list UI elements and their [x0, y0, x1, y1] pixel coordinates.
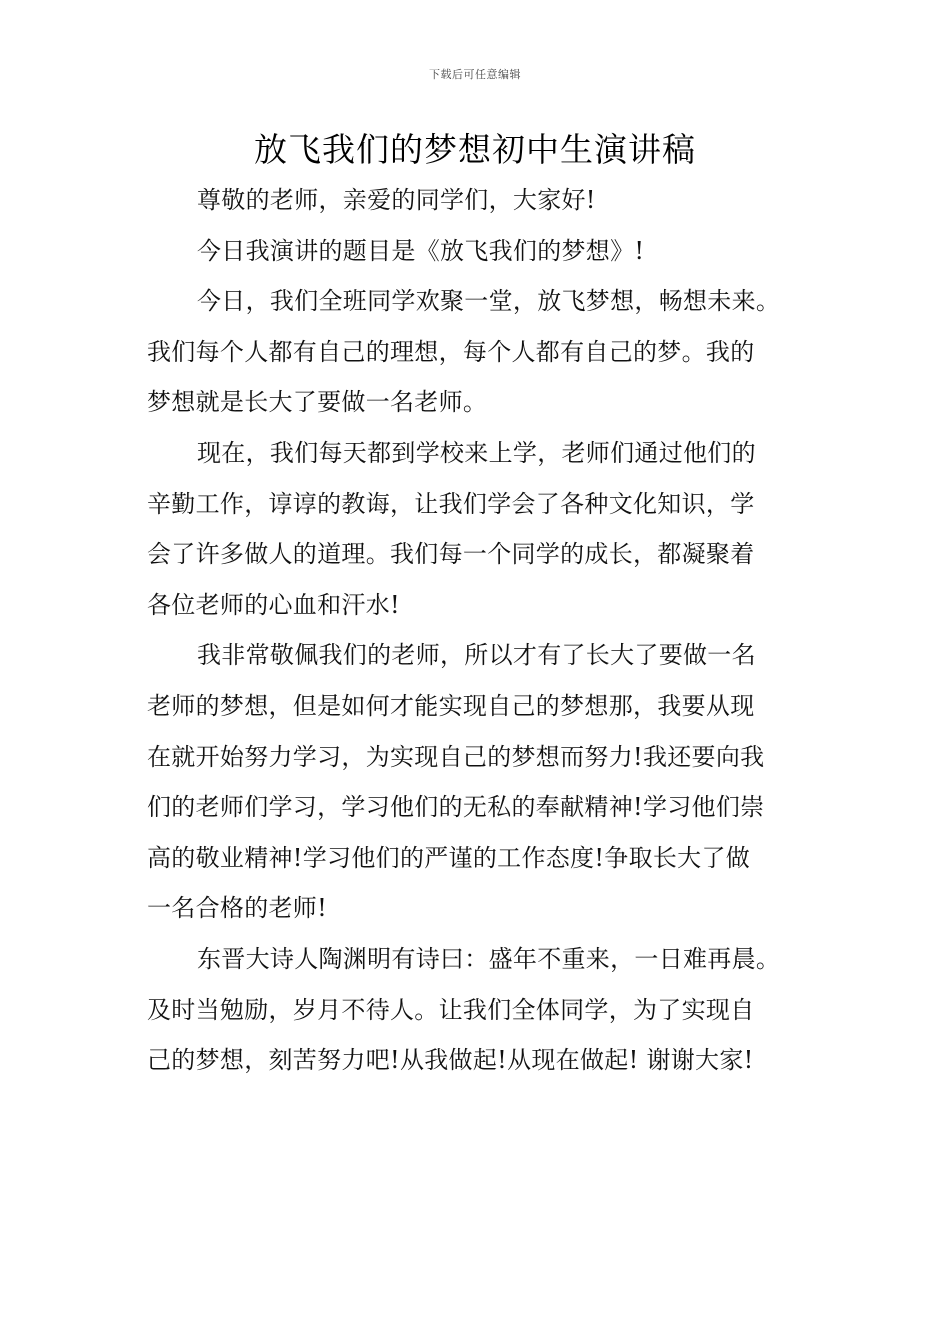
document-title: 放飞我们的梦想初中生演讲稿	[254, 130, 696, 169]
text-line: 今日我演讲的题目是《放飞我们的梦想》!	[197, 236, 645, 265]
text-line: 在就开始努力学习，为实现自己的梦想而努力!我还要向我	[147, 742, 765, 771]
text-line: 己的梦想，刻苦努力吧!从我做起!从现在做起! 谢谢大家!	[147, 1046, 754, 1075]
text-line: 老师的梦想，但是如何才能实现自己的梦想那，我要从现	[147, 691, 755, 720]
text-line: 高的敬业精神!学习他们的严谨的工作态度!争取长大了做	[147, 843, 751, 872]
header-note: 下载后可任意编辑	[429, 68, 521, 81]
speech-body	[147, 175, 817, 1086]
text-line: 及时当勉励，岁月不待人。让我们全体同学，为了实现自	[147, 995, 755, 1024]
text-line: 尊敬的老师，亲爱的同学们，大家好!	[197, 186, 596, 214]
text-line: 我非常敬佩我们的老师，所以才有了长大了要做一名	[197, 641, 756, 670]
text-line: 东晋大诗人陶渊明有诗曰：盛年不重来，一日难再晨。	[197, 944, 781, 973]
text-line: 现在，我们每天都到学校来上学，老师们通过他们的	[197, 438, 756, 467]
text-line: 我们每个人都有自己的理想，每个人都有自己的梦。我的	[147, 337, 755, 366]
text-line: 梦想就是长大了要做一名老师。	[147, 388, 488, 417]
text-line: 一名合格的老师!	[147, 894, 328, 923]
text-line: 各位老师的心血和汗水!	[147, 590, 400, 619]
text-line: 辛勤工作，谆谆的教诲，让我们学会了各种文化知识，学	[147, 489, 755, 518]
text-line: 今日，我们全班同学欢聚一堂，放飞梦想，畅想未来。	[197, 287, 781, 316]
text-line: 会了许多做人的道理。我们每一个同学的成长，都凝聚着	[147, 540, 755, 569]
text-line: 们的老师们学习，学习他们的无私的奉献精神!学习他们崇	[147, 793, 765, 822]
